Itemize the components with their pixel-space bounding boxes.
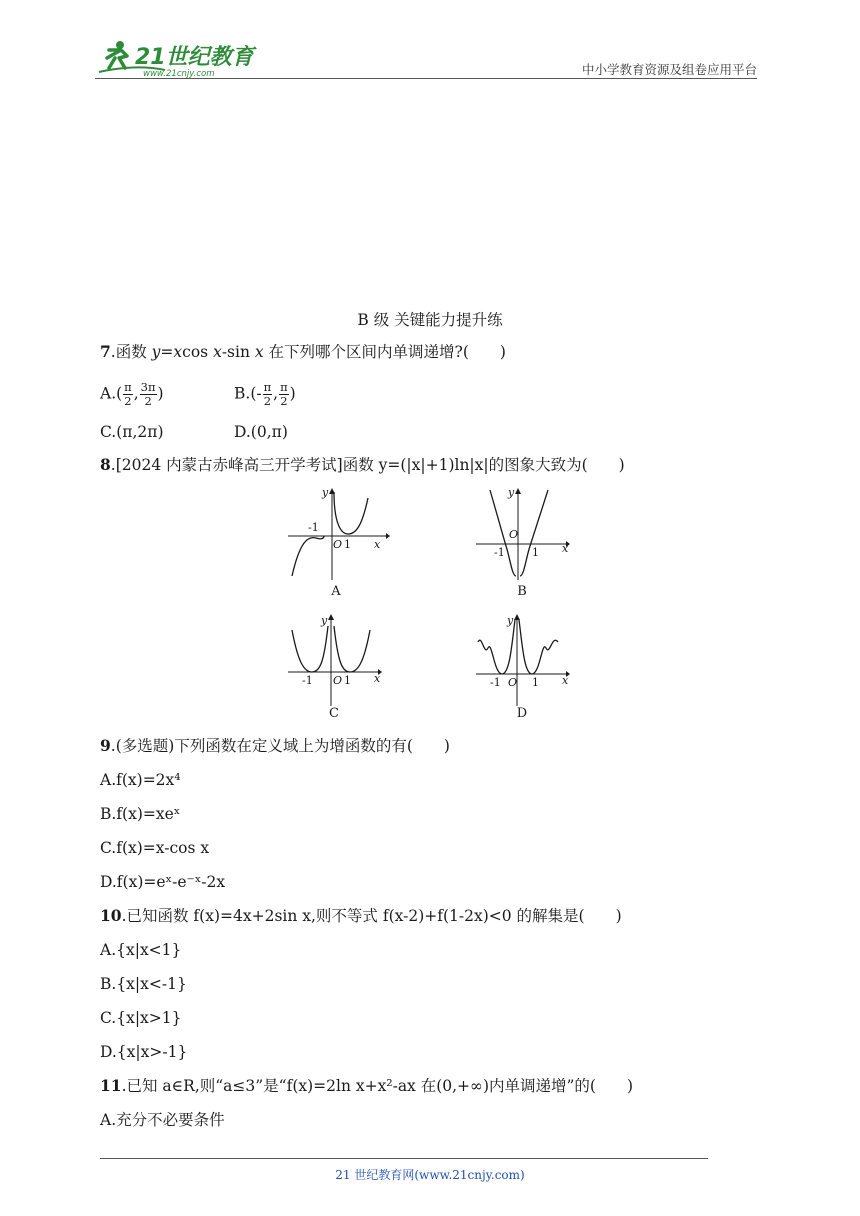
graph-label: B xyxy=(517,584,527,599)
x-axis-label: x xyxy=(562,674,569,687)
question-8: 8.[2024 内蒙古赤峰高三开学考试]函数 y=(|x|+1)ln|x|的图象大致为( ) xyxy=(100,455,625,474)
tick-1: 1 xyxy=(344,538,351,551)
site-logo xyxy=(95,36,260,78)
question-10: 10.已知函数 f(x)=4x+2sin x,则不等式 f(x-2)+f(1-2x)<0 的解集是( ) xyxy=(100,906,622,925)
question-7: 7.函数 y=xcos x-sin x 在下列哪个区间内单调递增?( ) xyxy=(100,342,506,361)
q7-option-b[interactable]: B.(- $\frac{\pi}{2}$ , $\frac{\pi}{2}$ ) xyxy=(234,380,296,408)
tick-1: 1 xyxy=(532,546,539,559)
origin-label: O xyxy=(333,538,343,551)
origin-label: O xyxy=(509,528,519,541)
logo-url: www.21cnjy.com xyxy=(143,69,215,78)
header-platform-text: 中小学教育资源及组卷应用平台 xyxy=(581,62,757,77)
q9-option-d[interactable]: D.f(x)=eˣ-e⁻ˣ-2x xyxy=(100,873,226,891)
q9-option-c[interactable]: C.f(x)=x-cos x xyxy=(100,839,210,857)
y-axis-label: y xyxy=(508,486,515,499)
footer-divider xyxy=(100,1158,708,1159)
header-divider xyxy=(95,78,757,79)
q7-option-a[interactable]: A.( $\frac{\pi}{2}$ , $\frac{3\pi}{2}$ ) xyxy=(100,380,164,408)
graph-a[interactable] xyxy=(286,486,396,599)
footer-link[interactable]: 21 世纪教育网(www.21cnjy.com) xyxy=(335,1168,525,1182)
tick-1: 1 xyxy=(532,676,539,689)
graph-label: A xyxy=(331,584,341,599)
tick-1: 1 xyxy=(344,674,351,687)
graph-c[interactable] xyxy=(286,612,396,721)
origin-label: O xyxy=(508,676,518,689)
question-number: 7 xyxy=(100,342,111,361)
question-9: 9.(多选题)下列函数在定义域上为增函数的有( ) xyxy=(100,736,450,755)
q9-option-a[interactable]: A.f(x)=2x⁴ xyxy=(100,771,181,789)
logo-text: 21世纪教育 xyxy=(135,45,254,70)
q9-option-b[interactable]: B.f(x)=xeˣ xyxy=(100,805,181,823)
graph-label: D xyxy=(516,706,528,721)
tick-neg1: -1 xyxy=(494,546,505,559)
q10-option-b[interactable]: B.{x|x<-1} xyxy=(100,975,187,993)
graph-label: C xyxy=(329,706,339,721)
section-title: B 级 关键能力提升练 xyxy=(357,311,503,329)
x-axis-label: x xyxy=(374,672,381,685)
q7-option-c[interactable]: C.(π,2π) xyxy=(100,423,164,441)
tick-neg1: -1 xyxy=(302,674,313,687)
graph-b[interactable] xyxy=(474,486,584,599)
q10-option-d[interactable]: D.{x|x>-1} xyxy=(100,1043,188,1061)
tick-neg1: -1 xyxy=(308,521,319,534)
x-axis-label: x xyxy=(374,538,381,551)
y-axis-label: y xyxy=(322,486,329,499)
graph-d[interactable] xyxy=(474,612,584,721)
q10-option-a[interactable]: A.{x|x<1} xyxy=(100,941,182,959)
y-axis-label: y xyxy=(321,614,328,627)
q7-option-d[interactable]: D.(0,π) xyxy=(234,423,288,441)
q11-option-a[interactable]: A.充分不必要条件 xyxy=(100,1111,225,1129)
tick-neg1: -1 xyxy=(490,676,501,689)
x-axis-label: x xyxy=(562,542,569,555)
origin-label: O xyxy=(333,674,343,687)
question-11: 11.已知 a∈R,则“a≤3”是“f(x)=2ln x+x²-ax 在(0,+∞)内单调递增”的( ) xyxy=(100,1076,634,1095)
y-axis-label: y xyxy=(507,614,514,627)
q10-option-c[interactable]: C.{x|x>1} xyxy=(100,1009,182,1027)
